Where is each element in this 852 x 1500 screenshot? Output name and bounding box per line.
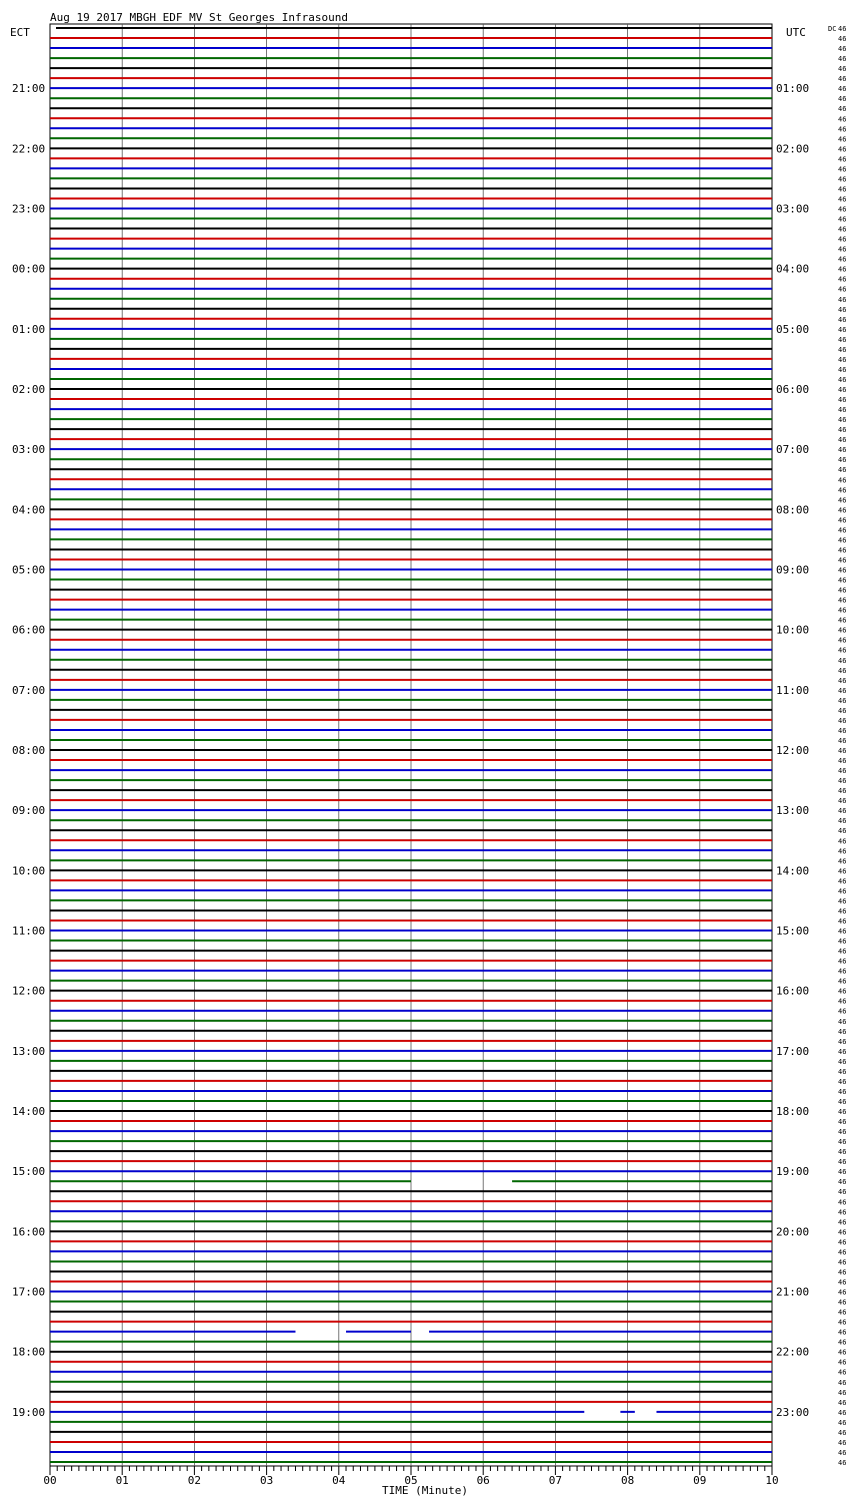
scale-label: 46 bbox=[838, 887, 847, 896]
left-axis-label: ECT bbox=[10, 26, 30, 39]
scale-label: 46 bbox=[838, 1238, 847, 1247]
scale-label: 46 bbox=[838, 205, 847, 214]
hour-label-left: 02:00 bbox=[12, 383, 46, 397]
scale-label: 46 bbox=[838, 1268, 847, 1277]
scale-label: 46 bbox=[838, 115, 847, 124]
hour-label-right: 04:00 bbox=[776, 262, 810, 276]
scale-label: 46 bbox=[838, 957, 847, 966]
scale-label: 46 bbox=[838, 145, 847, 154]
scale-label: 46 bbox=[838, 907, 847, 916]
scale-label: 46 bbox=[838, 1097, 847, 1106]
x-tick-label: 00 bbox=[43, 1474, 57, 1487]
scale-label: 46 bbox=[838, 1378, 847, 1387]
scale-label: 46 bbox=[838, 867, 847, 876]
scale-label: 46 bbox=[838, 1037, 847, 1046]
scale-label: 46 bbox=[838, 797, 847, 806]
scale-label: 46 bbox=[838, 406, 847, 415]
scale-label: 46 bbox=[838, 606, 847, 615]
hour-label-left: 15:00 bbox=[12, 1165, 46, 1179]
scale-label: 46 bbox=[838, 616, 847, 625]
scale-label: 46 bbox=[838, 45, 847, 54]
scale-label: 46 bbox=[838, 1358, 847, 1367]
scale-label: 46 bbox=[838, 1057, 847, 1066]
scale-label: 46 bbox=[838, 1228, 847, 1237]
scale-label: 46 bbox=[838, 1168, 847, 1177]
scale-label: 46 bbox=[838, 666, 847, 675]
scale-label: 46 bbox=[838, 767, 847, 776]
scale-label: 46 bbox=[838, 1318, 847, 1327]
scale-label: 46 bbox=[838, 1459, 847, 1467]
scale-label: 46 bbox=[838, 1218, 847, 1227]
scale-label: 46 bbox=[838, 1188, 847, 1197]
x-axis-title: TIME (Minute) bbox=[381, 1484, 469, 1497]
scale-label: 46 bbox=[838, 997, 847, 1006]
scale-label: 46 bbox=[838, 847, 847, 856]
right-axis-label: UTC bbox=[786, 26, 806, 39]
hour-label-right: 11:00 bbox=[776, 683, 810, 697]
scale-label: 46 bbox=[838, 95, 847, 104]
scale-label: 46 bbox=[838, 65, 847, 74]
hour-label-right: 14:00 bbox=[776, 864, 810, 878]
scale-label: 46 bbox=[838, 446, 847, 455]
scale-label: 46 bbox=[838, 85, 847, 94]
scale-label: 46 bbox=[838, 586, 847, 595]
scale-label: 46 bbox=[838, 335, 847, 344]
x-tick-label: 06 bbox=[476, 1474, 490, 1487]
scale-header: DC bbox=[828, 25, 837, 33]
scale-label: 46 bbox=[838, 375, 847, 384]
scale-label: 46 bbox=[838, 325, 847, 334]
hour-label-right: 15:00 bbox=[776, 924, 810, 938]
scale-label: 46 bbox=[838, 706, 847, 715]
scale-label: 46 bbox=[838, 1428, 847, 1437]
scale-label: 46 bbox=[838, 736, 847, 745]
scale-label: 46 bbox=[838, 987, 847, 996]
scale-label: 46 bbox=[838, 345, 847, 354]
hour-label-left: 06:00 bbox=[12, 623, 46, 637]
hour-label-right: 21:00 bbox=[776, 1285, 810, 1299]
hour-label-right: 08:00 bbox=[776, 503, 810, 517]
hour-label-left: 23:00 bbox=[12, 202, 46, 216]
scale-label: 46 bbox=[838, 516, 847, 525]
scale-labels bbox=[838, 25, 846, 1467]
x-tick-label: 04 bbox=[332, 1474, 346, 1487]
scale-label: 46 bbox=[838, 917, 847, 926]
scale-label: 46 bbox=[838, 315, 847, 324]
scale-label: 46 bbox=[838, 1198, 847, 1207]
scale-label: 46 bbox=[838, 1017, 847, 1026]
scale-label: 46 bbox=[838, 496, 847, 505]
scale-label: 46 bbox=[838, 466, 847, 475]
scale-label: 46 bbox=[838, 1328, 847, 1337]
scale-label: 46 bbox=[838, 1278, 847, 1287]
scale-label: 46 bbox=[838, 1348, 847, 1357]
scale-label: 46 bbox=[838, 245, 847, 254]
hour-label-right: 03:00 bbox=[776, 202, 810, 216]
hour-label-left: 03:00 bbox=[12, 443, 46, 457]
x-tick-label: 03 bbox=[259, 1474, 274, 1487]
hour-label-right: 18:00 bbox=[776, 1105, 810, 1119]
hour-label-right: 02:00 bbox=[776, 142, 810, 156]
scale-label: 46 bbox=[838, 1128, 847, 1137]
hour-label-left: 13:00 bbox=[12, 1044, 46, 1058]
scale-label: 46 bbox=[838, 1368, 847, 1377]
scale-label: 46 bbox=[838, 1148, 847, 1157]
scale-label: 46 bbox=[838, 676, 847, 685]
scale-label: 46 bbox=[838, 185, 847, 194]
scale-label: 46 bbox=[838, 215, 847, 224]
scale-label: 46 bbox=[838, 1027, 847, 1036]
scale-label: 46 bbox=[838, 195, 847, 204]
scale-label: 46 bbox=[838, 135, 847, 144]
hour-label-right: 06:00 bbox=[776, 383, 810, 397]
scale-label: 46 bbox=[838, 355, 847, 364]
hour-label-left: 09:00 bbox=[12, 804, 46, 818]
hour-label-left: 16:00 bbox=[12, 1225, 46, 1239]
hour-label-right: 17:00 bbox=[776, 1044, 810, 1058]
scale-label: 46 bbox=[838, 817, 847, 826]
x-tick-label: 01 bbox=[115, 1474, 129, 1487]
scale-label: 46 bbox=[838, 536, 847, 545]
scale-label: 46 bbox=[838, 416, 847, 425]
scale-label: 46 bbox=[838, 646, 847, 655]
scale-label: 46 bbox=[838, 877, 847, 886]
hour-label-left: 21:00 bbox=[12, 82, 46, 96]
hour-label-left: 08:00 bbox=[12, 744, 46, 758]
scale-label: 46 bbox=[838, 566, 847, 575]
hour-label-left: 22:00 bbox=[12, 142, 46, 156]
hour-label-left: 18:00 bbox=[12, 1345, 46, 1359]
hour-label-right: 13:00 bbox=[776, 804, 810, 818]
x-tick-label: 08 bbox=[620, 1474, 635, 1487]
scale-label: 46 bbox=[838, 1007, 847, 1016]
scale-label: 46 bbox=[838, 1338, 847, 1347]
scale-label: 46 bbox=[838, 105, 847, 114]
scale-label: 46 bbox=[838, 125, 847, 134]
hour-label-left: 19:00 bbox=[12, 1405, 46, 1419]
scale-label: 46 bbox=[838, 1248, 847, 1257]
scale-label: 46 bbox=[838, 476, 847, 485]
scale-label: 46 bbox=[838, 937, 847, 946]
scale-label: 46 bbox=[838, 396, 847, 405]
scale-label: 46 bbox=[838, 777, 847, 786]
scale-label: 46 bbox=[838, 757, 847, 766]
scale-label: 46 bbox=[838, 285, 847, 294]
hour-label-right: 10:00 bbox=[776, 623, 810, 637]
scale-label: 46 bbox=[838, 275, 847, 284]
hour-label-right: 12:00 bbox=[776, 744, 810, 758]
scale-label: 46 bbox=[838, 1388, 847, 1397]
scale-label: 46 bbox=[838, 235, 847, 244]
grid bbox=[50, 24, 772, 1466]
scale-label: 46 bbox=[838, 1158, 847, 1167]
scale-label: 46 bbox=[838, 426, 847, 435]
scale-label: 46 bbox=[838, 1448, 847, 1457]
scale-label: 46 bbox=[838, 175, 847, 184]
scale-label: 46 bbox=[838, 787, 847, 796]
hour-label-left: 10:00 bbox=[12, 864, 46, 878]
chart-title: Aug 19 2017 MBGH EDF MV St Georges Infrasound bbox=[50, 11, 349, 24]
scale-label: 46 bbox=[838, 526, 847, 535]
scale-label: 46 bbox=[838, 947, 847, 956]
hour-label-left: 07:00 bbox=[12, 683, 46, 697]
scale-label: 46 bbox=[838, 1108, 847, 1117]
scale-label: 46 bbox=[838, 225, 847, 234]
scale-label: 46 bbox=[838, 165, 847, 174]
scale-label: 46 bbox=[838, 1298, 847, 1307]
scale-label: 46 bbox=[838, 1178, 847, 1187]
scale-label: 46 bbox=[838, 596, 847, 605]
scale-label: 46 bbox=[838, 1118, 847, 1127]
hour-label-left: 04:00 bbox=[12, 503, 46, 517]
scale-label: 46 bbox=[838, 1288, 847, 1297]
hour-labels-right bbox=[776, 82, 809, 1419]
scale-label: 46 bbox=[838, 897, 847, 906]
hour-label-left: 00:00 bbox=[12, 262, 46, 276]
x-tick-label: 10 bbox=[765, 1474, 779, 1487]
scale-label: 46 bbox=[838, 807, 847, 816]
scale-label: 46 bbox=[838, 827, 847, 836]
scale-label: 46 bbox=[838, 626, 847, 635]
hour-label-right: 01:00 bbox=[776, 82, 810, 96]
scale-label: 46 bbox=[838, 155, 847, 164]
hour-label-right: 20:00 bbox=[776, 1225, 810, 1239]
hour-label-left: 14:00 bbox=[12, 1105, 46, 1119]
scale-label: 46 bbox=[838, 1418, 847, 1427]
scale-label: 46 bbox=[838, 55, 847, 64]
hour-label-left: 11:00 bbox=[12, 924, 46, 938]
scale-label: 46 bbox=[838, 927, 847, 936]
scale-label: 46 bbox=[838, 1138, 847, 1147]
scale-label: 46 bbox=[838, 255, 847, 264]
hour-labels-left bbox=[12, 82, 45, 1419]
hour-label-right: 23:00 bbox=[776, 1405, 810, 1419]
scale-label: 46 bbox=[838, 295, 847, 304]
x-tick-label: 07 bbox=[548, 1474, 563, 1487]
scale-label: 46 bbox=[838, 546, 847, 555]
hour-label-right: 22:00 bbox=[776, 1345, 810, 1359]
scale-label: 46 bbox=[838, 436, 847, 445]
scale-label: 46 bbox=[838, 556, 847, 565]
scale-label: 46 bbox=[838, 1408, 847, 1417]
scale-label: 46 bbox=[838, 1308, 847, 1317]
scale-label: 46 bbox=[838, 1087, 847, 1096]
scale-label: 46 bbox=[838, 1067, 847, 1076]
scale-label: 46 bbox=[838, 506, 847, 515]
hour-label-right: 16:00 bbox=[776, 984, 810, 998]
scale-label: 46 bbox=[838, 977, 847, 986]
scale-label: 46 bbox=[838, 265, 847, 274]
scale-label: 46 bbox=[838, 837, 847, 846]
scale-label: 46 bbox=[838, 747, 847, 756]
scale-label: 46 bbox=[838, 656, 847, 665]
scale-label: 46 bbox=[838, 716, 847, 725]
x-tick-label: 09 bbox=[693, 1474, 707, 1487]
scale-label: 46 bbox=[838, 1258, 847, 1267]
scale-label: 46 bbox=[838, 386, 847, 395]
scale-label: 46 bbox=[838, 967, 847, 976]
scale-label: 46 bbox=[838, 1438, 847, 1447]
hour-label-left: 17:00 bbox=[12, 1285, 46, 1299]
scale-label: 46 bbox=[838, 686, 847, 695]
x-tick-label: 05 bbox=[404, 1474, 418, 1487]
hour-label-left: 01:00 bbox=[12, 322, 46, 336]
hour-label-left: 12:00 bbox=[12, 984, 46, 998]
scale-label: 46 bbox=[838, 726, 847, 735]
scale-label: 46 bbox=[838, 456, 847, 465]
hour-label-right: 07:00 bbox=[776, 443, 810, 457]
scale-label: 46 bbox=[838, 486, 847, 495]
hour-label-right: 05:00 bbox=[776, 322, 810, 336]
scale-label: 46 bbox=[838, 1398, 847, 1407]
scale-label: 46 bbox=[838, 35, 847, 44]
scale-label: 46 bbox=[838, 1077, 847, 1086]
scale-label: 46 bbox=[838, 576, 847, 585]
x-tick-label: 02 bbox=[187, 1474, 202, 1487]
hour-label-left: 05:00 bbox=[12, 563, 46, 577]
scale-label: 46 bbox=[838, 1208, 847, 1217]
scale-label: 46 bbox=[838, 305, 847, 314]
scale-label: 46 bbox=[838, 75, 847, 84]
hour-label-right: 19:00 bbox=[776, 1165, 810, 1179]
scale-label: 46 bbox=[838, 696, 847, 705]
hour-label-right: 09:00 bbox=[776, 563, 810, 577]
scale-label: 46 bbox=[838, 365, 847, 374]
scale-label: 46 bbox=[838, 857, 847, 866]
scale-label: 46 bbox=[838, 1047, 847, 1056]
scale-label: 46 bbox=[838, 25, 847, 33]
scale-label: 46 bbox=[838, 636, 847, 645]
